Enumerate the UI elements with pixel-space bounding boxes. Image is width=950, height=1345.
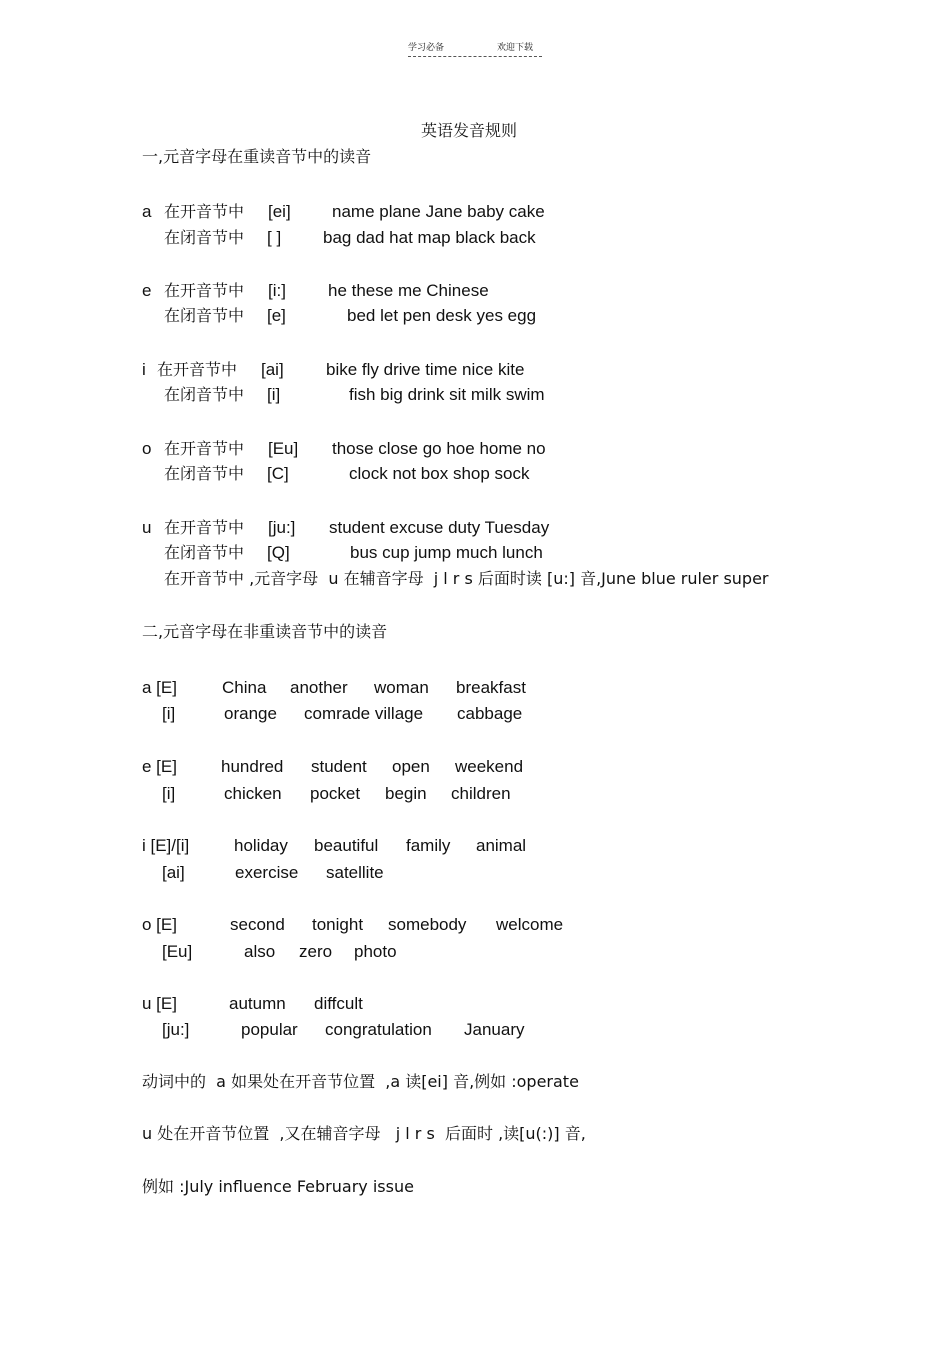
s2-o-word: welcome [496, 915, 564, 934]
note-examples: 例如 :July influence February issue [142, 1177, 414, 1196]
s1-a-letter: a [142, 202, 152, 221]
s1-e-closed-words: bed let pen desk yes egg [347, 306, 537, 325]
s2-i-label-2: [ai] [162, 863, 185, 882]
s2-o-word: somebody [388, 915, 467, 934]
s1-e-closed-cond: 在闭音节中 [164, 306, 245, 325]
section1-heading: 一,元音字母在重读音节中的读音 [142, 147, 372, 166]
s1-o-open-cond: 在开音节中 [164, 439, 245, 458]
s2-o-label-2: [Eu] [162, 942, 193, 961]
s2-i-label-1: i [E]/[i] [142, 836, 190, 855]
s2-i-word: satellite [326, 863, 384, 882]
s2-a-word: comrade village [304, 704, 424, 723]
s2-u-word: congratulation [325, 1020, 432, 1039]
s2-i-word: exercise [235, 863, 299, 882]
s2-a-label-2: [i] [162, 704, 176, 723]
s1-i-closed-words: fish big drink sit milk swim [349, 385, 545, 404]
s1-e-open-cond: 在开音节中 [164, 281, 245, 300]
s2-o-word: tonight [312, 915, 364, 934]
s2-u-label-1: u [E] [142, 994, 177, 1013]
s1-e-open-words: he these me Chinese [328, 281, 489, 300]
s1-o-letter: o [142, 439, 152, 458]
s2-e-word: children [451, 784, 511, 803]
s2-o-word: photo [354, 942, 397, 961]
s2-a-word: woman [374, 678, 429, 697]
page-title: 英语发音规则 [421, 121, 518, 140]
s1-o-closed-cond: 在闭音节中 [164, 464, 245, 483]
s1-e-letter: e [142, 281, 152, 300]
s2-u-label-2: [ju:] [162, 1020, 190, 1039]
s2-a-word: another [290, 678, 348, 697]
s1-i-closed-cond: 在闭音节中 [164, 385, 245, 404]
s1-o-open-ipa: [Eu] [268, 439, 299, 458]
s1-i-closed-ipa: [i] [267, 385, 281, 404]
s2-e-label-1: e [E] [142, 757, 177, 776]
s1-u-letter: u [142, 518, 152, 537]
s1-e-closed-ipa: [e] [267, 306, 286, 325]
s1-a-open-words: name plane Jane baby cake [332, 202, 545, 221]
s2-a-word: China [222, 678, 267, 697]
s2-e-label-2: [i] [162, 784, 176, 803]
s1-u-closed-ipa: [Q] [267, 543, 290, 562]
s1-u-open-cond: 在开音节中 [164, 518, 245, 537]
s2-e-word: open [392, 757, 430, 776]
s1-e-open-ipa: [i:] [268, 281, 286, 300]
s2-e-word: weekend [455, 757, 524, 776]
s1-u-open-words: student excuse duty Tuesday [329, 518, 550, 537]
s1-u-open-ipa: [ju:] [268, 518, 296, 537]
header-left: 学习必备 [408, 43, 445, 53]
s1-i-open-cond: 在开音节中 [157, 360, 238, 379]
section2-heading: 二,元音字母在非重读音节中的读音 [142, 622, 388, 641]
s1-a-closed-cond: 在闭音节中 [164, 228, 245, 247]
s1-o-closed-ipa: [C] [267, 464, 289, 483]
s2-a-word: orange [224, 704, 277, 723]
s2-e-word: pocket [310, 784, 361, 803]
s2-e-word: chicken [224, 784, 282, 803]
note-u-rule: u 处在开音节位置 ,又在辅音字母 j l r s 后面时 ,读[u(:)] 音, [142, 1124, 586, 1143]
s1-u-closed-words: bus cup jump much lunch [350, 543, 543, 562]
s2-e-word: hundred [221, 757, 284, 776]
s2-a-word: cabbage [457, 704, 523, 723]
s2-i-word: beautiful [314, 836, 379, 855]
header-right: 欢迎下载 [497, 43, 534, 53]
s2-u-word: popular [241, 1020, 298, 1039]
s1-i-letter: i [142, 360, 146, 379]
s2-i-word: holiday [234, 836, 288, 855]
s2-o-label-1: o [E] [142, 915, 177, 934]
s1-a-closed-ipa: [ ] [267, 228, 282, 247]
s2-u-word: January [464, 1020, 525, 1039]
s2-i-word: animal [476, 836, 527, 855]
s2-o-word: second [230, 915, 285, 934]
s1-u-closed-cond: 在闭音节中 [164, 543, 245, 562]
s2-e-word: begin [385, 784, 427, 803]
s1-a-open-cond: 在开音节中 [164, 202, 245, 221]
s2-e-word: student [311, 757, 367, 776]
s1-i-open-words: bike fly drive time nice kite [326, 360, 525, 379]
s2-u-word: autumn [229, 994, 286, 1013]
s1-a-open-ipa: [ei] [268, 202, 291, 221]
s2-a-label-1: a [E] [142, 678, 177, 697]
note-verb-a: 动词中的 a 如果处在开音节位置 ,a 读[ei] 音,例如 :operate [142, 1072, 579, 1091]
page-header [408, 40, 542, 57]
s2-i-word: family [406, 836, 451, 855]
s1-a-closed-words: bag dad hat map black back [323, 228, 536, 247]
s2-u-word: diffcult [314, 994, 363, 1013]
s1-o-open-words: those close go hoe home no [332, 439, 546, 458]
s2-a-word: breakfast [456, 678, 526, 697]
s2-o-word: zero [299, 942, 333, 961]
s1-u-rule-note: 在开音节中 ,元音字母 u 在辅音字母 j l r s 后面时读 [u:] 音,June blue ruler super [164, 569, 769, 588]
s1-o-closed-words: clock not box shop sock [349, 464, 530, 483]
s1-i-open-ipa: [ai] [261, 360, 284, 379]
s2-o-word: also [244, 942, 276, 961]
